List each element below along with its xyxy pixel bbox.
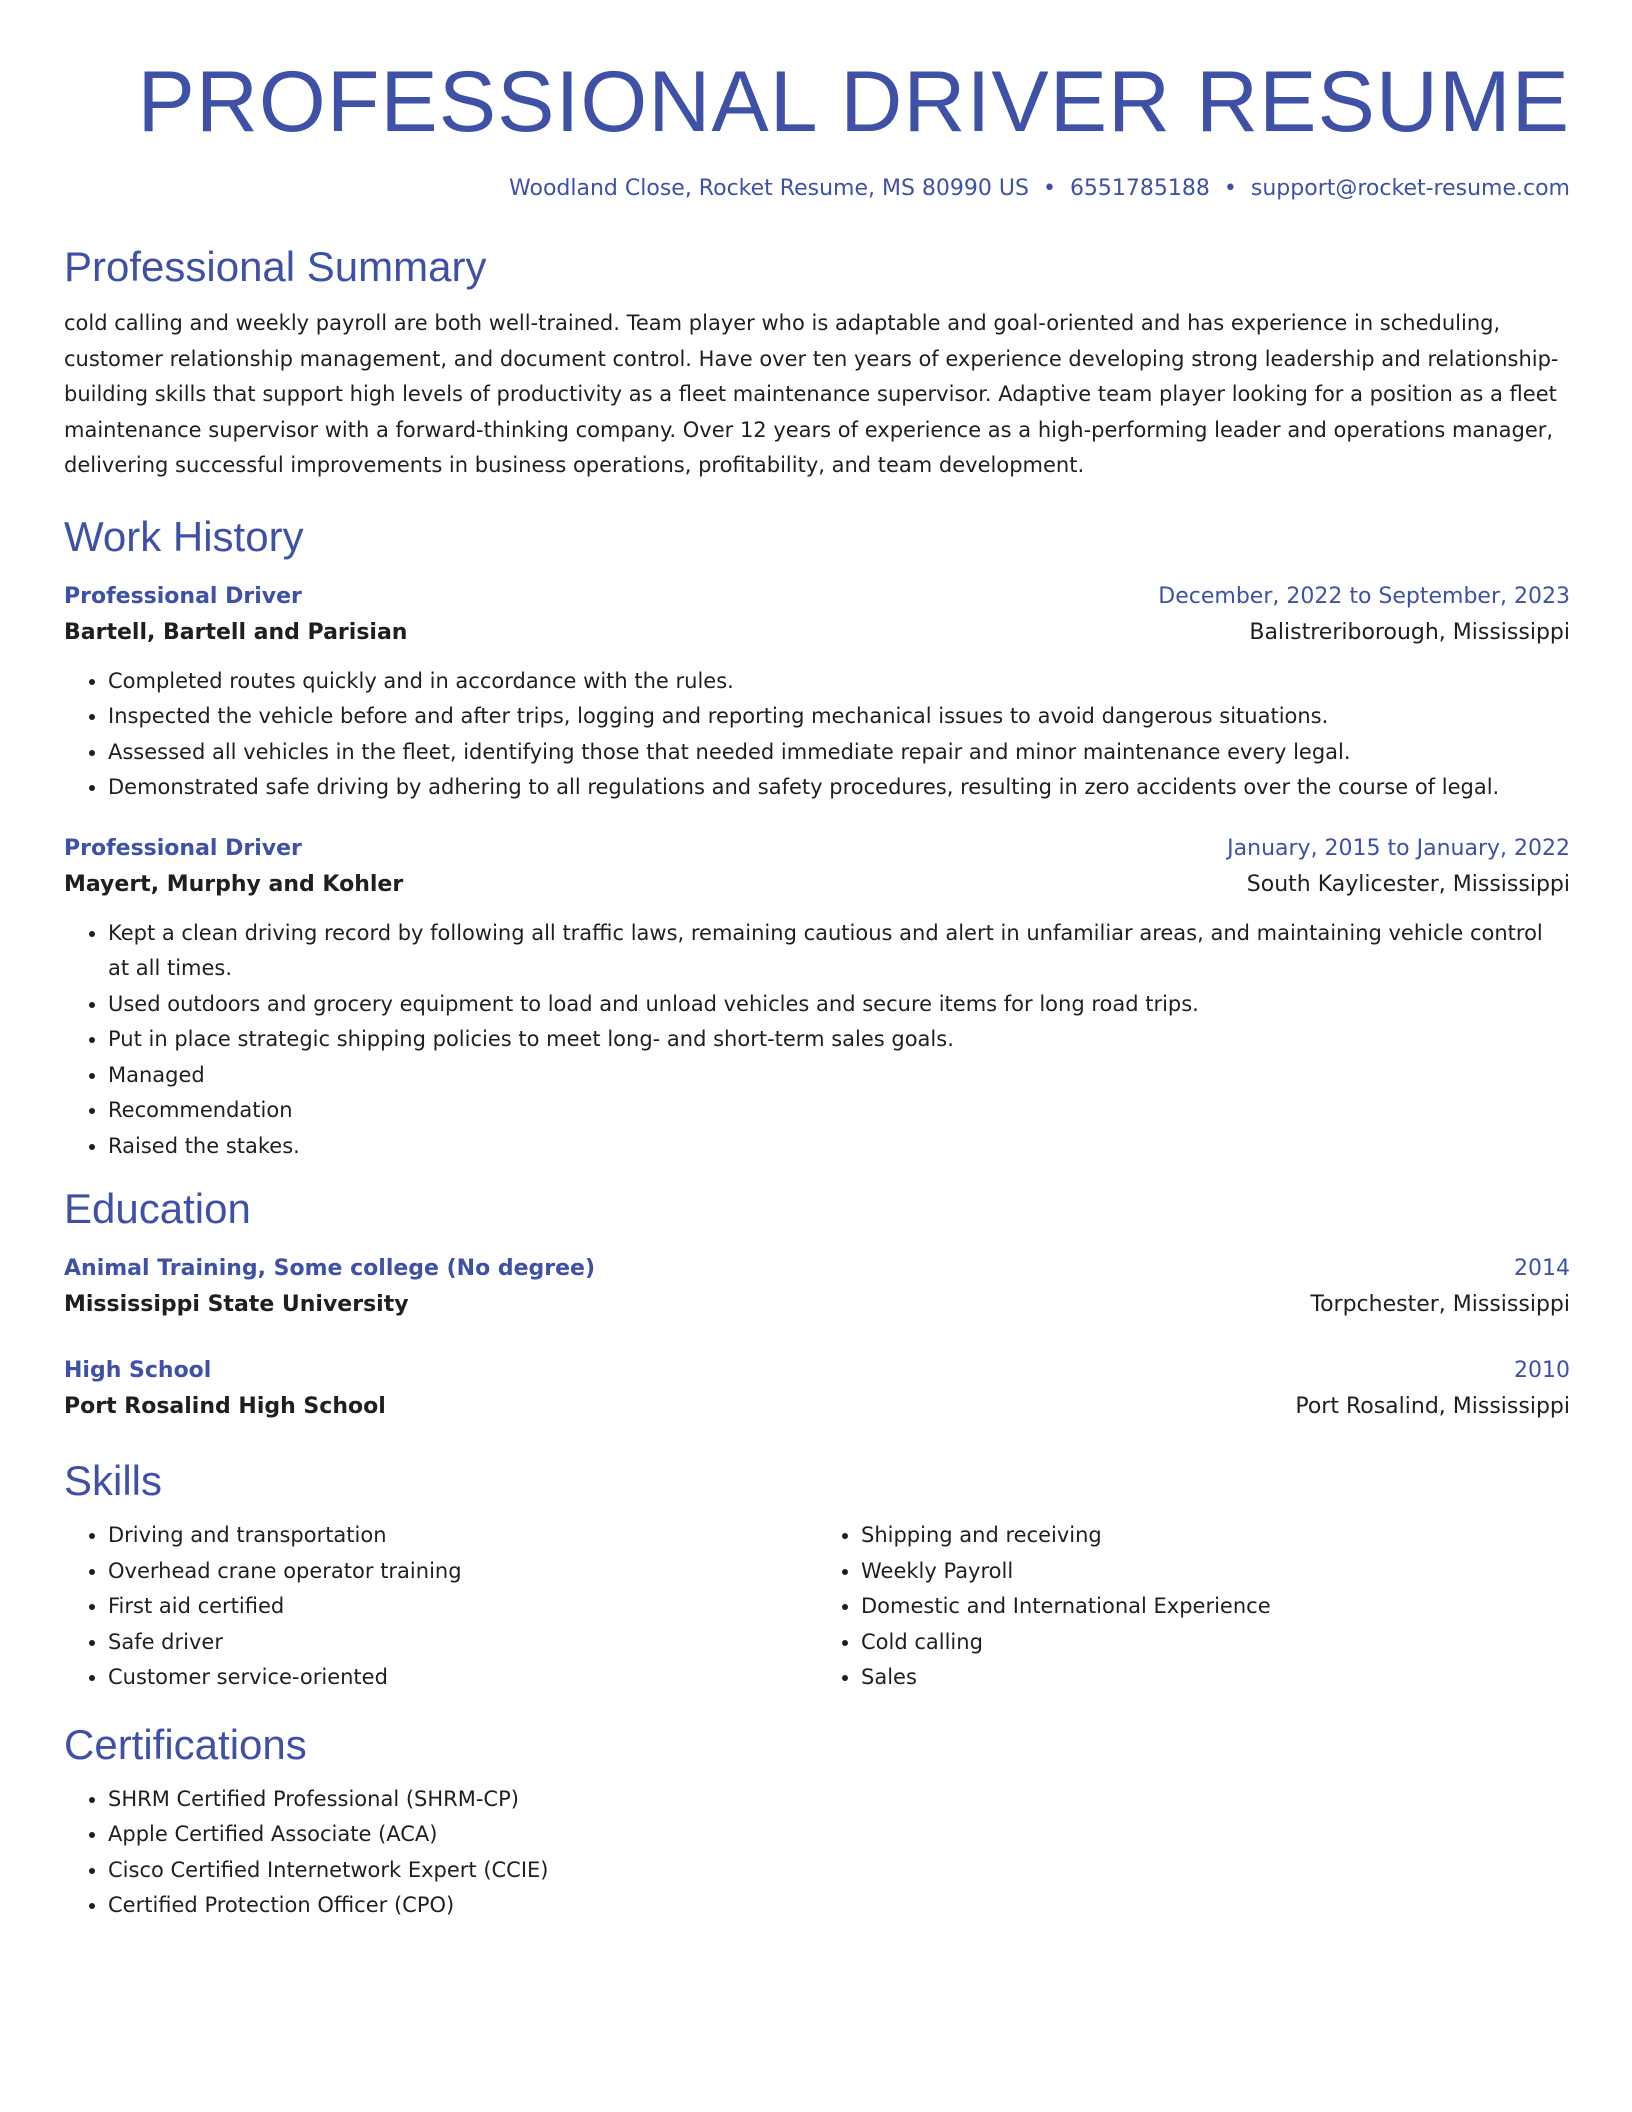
summary-heading: Professional Summary: [64, 243, 487, 290]
job-location: South Kaylicester, Mississippi: [1246, 871, 1570, 897]
certifications-heading: Certifications: [64, 1720, 307, 1768]
job-duty: • Recommendation: [108, 1093, 1570, 1129]
summary-text: cold calling and weekly payroll are both well-trained. Team player who is adaptable and goal-oriented and has experience in scheduling, customer relationship management, and document control. Have over ten years of experience developing strong leadership and relationship-building skills that support high levels of productivity as a fleet maintenance supervisor. Adaptive team player looking for a position as a fleet maintenance supervisor with a forward-thinking company. Over 12 years of experience as a high-performing leader and operations manager, delivering successful improvements in business operations, profitability, and team development.: [64, 311, 1559, 477]
job-duties: [64, 664, 1570, 806]
resume-header: [64, 52, 1570, 204]
contact-email: support@rocket-resume.com: [1250, 176, 1570, 201]
job-duty: • Managed: [108, 1058, 1570, 1094]
job-duties: [64, 916, 1570, 1165]
contact-separator: •: [1223, 176, 1237, 201]
contact-address: Woodland Close, Rocket Resume, MS 80990 US: [509, 176, 1029, 201]
skill-item: • First aid certified: [108, 1589, 817, 1625]
job-duty: • Kept a clean driving record by following all traffic laws, remaining cautious and alert in unfamiliar areas, and maintaining vehicle control at all times.: [108, 916, 1570, 987]
skill-item: • Driving and transportation: [108, 1518, 817, 1554]
skill-item: • Cold calling: [861, 1625, 1570, 1661]
job-location: Balistreriborough, Mississippi: [1249, 619, 1570, 645]
contact-line: [64, 174, 1570, 204]
skill-item: • Domestic and International Experience: [861, 1589, 1570, 1625]
education-heading: Education: [64, 1185, 251, 1232]
contact-phone: 6551785188: [1069, 176, 1210, 201]
contact-separator: •: [1042, 176, 1056, 201]
skill-item: • Weekly Payroll: [861, 1554, 1570, 1590]
job-dates: January, 2015 to January, 2022: [1227, 835, 1570, 861]
resume-title: PROFESSIONAL DRIVER RESUME: [137, 54, 1570, 150]
skill-item: • Customer service-oriented: [108, 1660, 817, 1696]
job-role: Professional Driver: [64, 583, 302, 609]
education-degree: Animal Training, Some college (No degree): [64, 1256, 596, 1281]
education-school: Mississippi State University: [64, 1292, 409, 1317]
job-company: Mayert, Murphy and Kohler: [64, 871, 404, 897]
job-duty: • Raised the stakes.: [108, 1129, 1570, 1165]
job-duty: • Used outdoors and grocery equipment to load and unload vehicles and secure items for long road trips.: [108, 987, 1570, 1023]
skills-list-left: [64, 1518, 817, 1696]
job-duty: • Put in place strategic shipping policies to meet long- and short-term sales goals.: [108, 1022, 1570, 1058]
skills-columns: [64, 1518, 1570, 1696]
job-duty: • Demonstrated safe driving by adhering to all regulations and safety procedures, resulting in zero accidents over the course of legal.: [108, 770, 1570, 806]
certification-item: • Cisco Certified Internetwork Expert (CCIE): [108, 1853, 1570, 1889]
education-school: Port Rosalind High School: [64, 1394, 386, 1419]
certification-item: • Certified Protection Officer (CPO): [108, 1888, 1570, 1924]
job-entry: [64, 580, 1570, 806]
education-entry: [64, 1252, 1570, 1324]
job-company: Bartell, Bartell and Parisian: [64, 619, 408, 645]
education-location: Torpchester, Mississippi: [1310, 1292, 1570, 1317]
job-duty: • Inspected the vehicle before and after trips, logging and reporting mechanical issues to avoid dangerous situations.: [108, 699, 1570, 735]
job-dates: December, 2022 to September, 2023: [1158, 583, 1570, 609]
job-duty: • Completed routes quickly and in accordance with the rules.: [108, 664, 1570, 700]
certification-item: • Apple Certified Associate (ACA): [108, 1817, 1570, 1853]
work-history-heading: Work History: [64, 512, 304, 560]
skill-item: • Overhead crane operator training: [108, 1554, 817, 1590]
education-entry: [64, 1354, 1570, 1426]
education-location: Port Rosalind, Mississippi: [1295, 1394, 1570, 1419]
skill-item: • Sales: [861, 1660, 1570, 1696]
education-year: 2014: [1514, 1256, 1570, 1281]
job-entry: [64, 832, 1570, 1165]
certification-item: • SHRM Certified Professional (SHRM-CP): [108, 1782, 1570, 1818]
skills-list-right: [817, 1518, 1570, 1696]
education-degree: High School: [64, 1358, 212, 1383]
job-duty: • Assessed all vehicles in the fleet, identifying those that needed immediate repair and minor maintenance every legal.: [108, 735, 1570, 771]
education-year: 2010: [1514, 1358, 1570, 1383]
skills-heading: Skills: [64, 1457, 163, 1504]
skill-item: • Shipping and receiving: [861, 1518, 1570, 1554]
certifications-list: [64, 1782, 1570, 1924]
job-role: Professional Driver: [64, 835, 302, 861]
skill-item: • Safe driver: [108, 1625, 817, 1661]
